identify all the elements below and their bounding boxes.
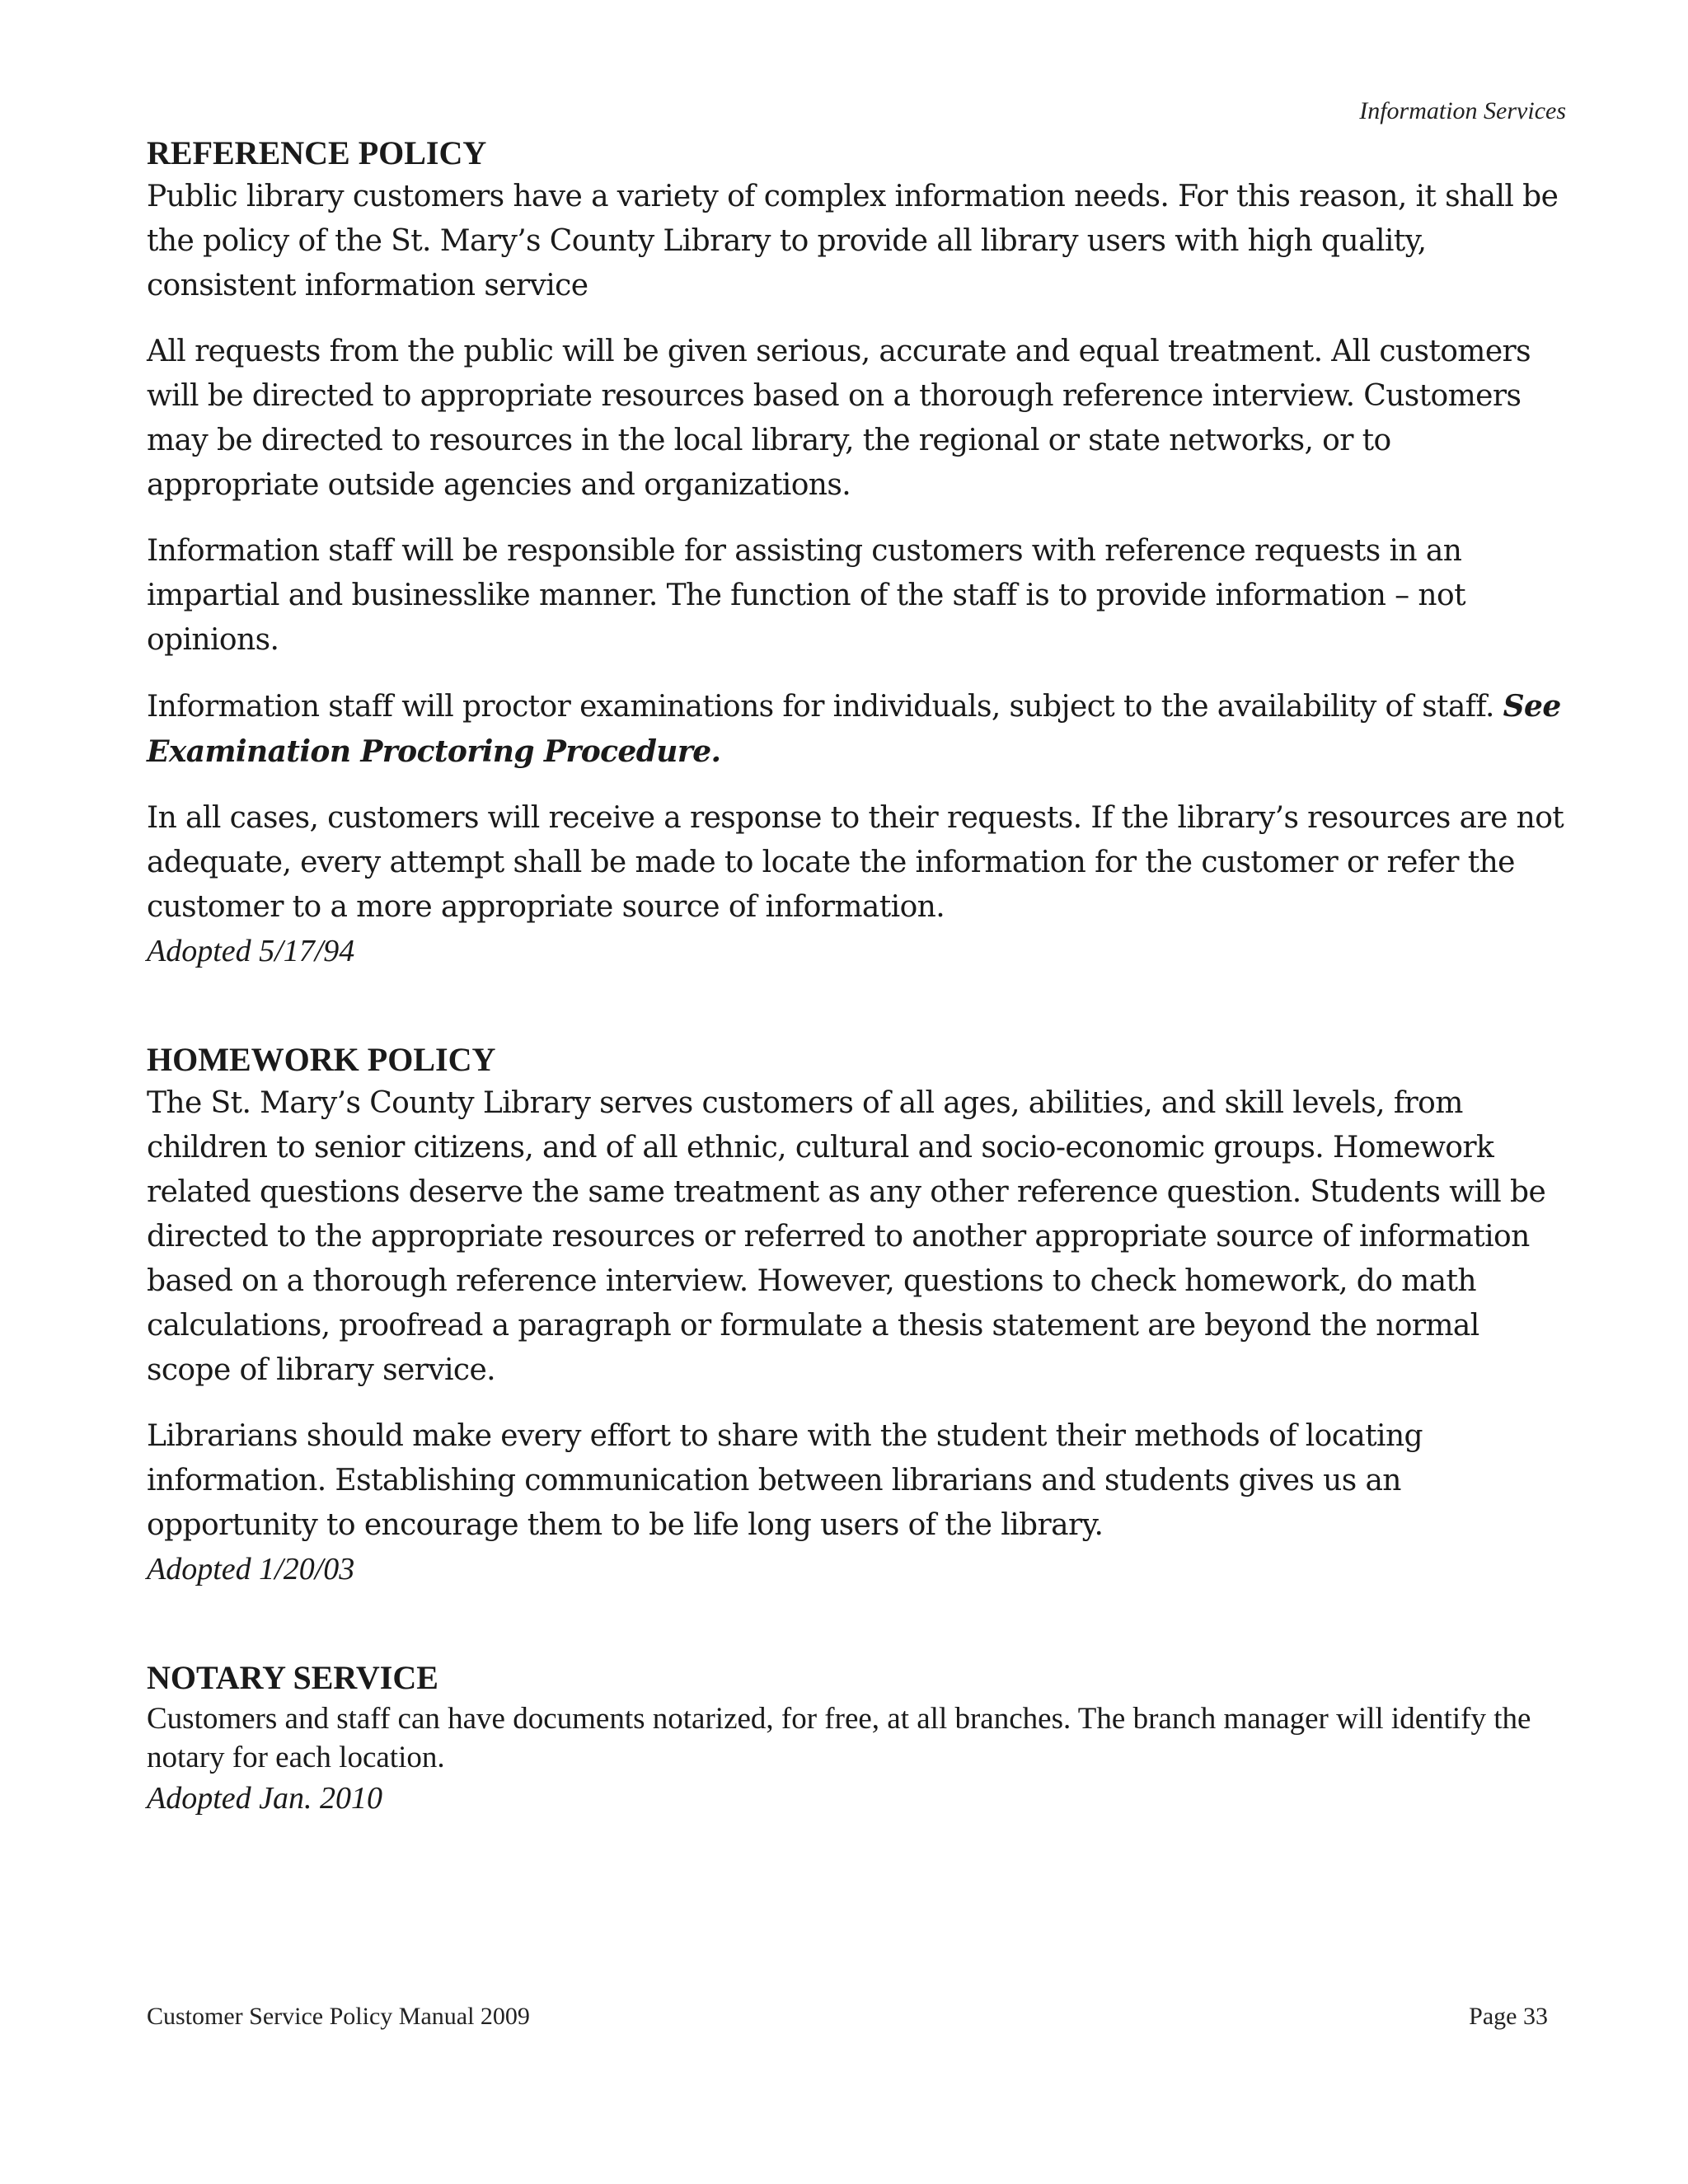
notary-adopted-date: Adopted Jan. 2010	[147, 1781, 383, 1816]
reference-adopted-date: Adopted 5/17/94	[147, 934, 355, 968]
homework-adopted-date: Adopted 1/20/03	[147, 1552, 355, 1586]
reference-paragraph-1: Public library customers have a variety of complex information needs. For this reason, it shall be the policy of the St. Mary’s County Library to provide all library users with high quality, consistent information service	[147, 180, 1559, 302]
page-content	[147, 132, 1564, 1886]
footer-manual-title: Customer Service Policy Manual 2009	[147, 2003, 530, 2030]
homework-paragraph-1: The St. Mary’s County Library serves customers of all ages, abilities, and skill levels, from children to senior citizens, and of all ethnic, cultural and socio-economic groups. Homework related questions deserve the same treatment as any other reference question. Students will be directed to the appropriate resources or referred to another appropriate source of information based on a thorough reference interview. However, questions to check homework, do math calculations, proofread a paragraph or formulate a thesis statement are beyond the normal scope of library service.	[147, 1086, 1546, 1387]
reference-policy-heading: REFERENCE POLICY	[147, 134, 487, 171]
homework-policy-section	[147, 1038, 1564, 1591]
page-number: Page 33	[1469, 2003, 1548, 2030]
reference-paragraph-4	[147, 684, 1564, 775]
notary-service-heading: NOTARY SERVICE	[147, 1659, 438, 1696]
reference-policy-section	[147, 132, 1564, 972]
reference-paragraph-4-text: Information staff will proctor examinations for individuals, subject to the availability of staff.	[147, 690, 1503, 724]
reference-paragraph-2: All requests from the public will be given serious, accurate and equal treatment. All customers will be directed to appropriate resources based on a thorough reference interview. Customers may be directed to resources in the local library, the regional or state networks, or to appropriate outside agencies and organizations.	[147, 335, 1531, 502]
homework-policy-heading: HOMEWORK POLICY	[147, 1041, 496, 1078]
running-head: Information Services	[1359, 97, 1566, 124]
reference-paragraph-3: Information staff will be responsible for assisting customers with reference requests in an impartial and businesslike manner. The function of the staff is to provide information – not opinions.	[147, 534, 1465, 657]
notary-paragraph: Customers and staff can have documents notarized, for free, at all branches. The branch manager will identify the notary for each location.	[147, 1702, 1531, 1774]
homework-paragraph-2: Librarians should make every effort to share with the student their methods of locating information. Establishing communication between librarians and students gives us an opportunity to encourage them to be life long users of the library.	[147, 1419, 1423, 1542]
examination-proctoring-reference: See Examination Proctoring Procedure.	[147, 689, 1561, 769]
notary-service-section	[147, 1657, 1564, 1820]
reference-paragraph-5: In all cases, customers will receive a response to their requests. If the library’s resources are not adequate, every attempt shall be made to locate the information for the customer or refer the customer to a more appropriate source of information.	[147, 801, 1564, 924]
